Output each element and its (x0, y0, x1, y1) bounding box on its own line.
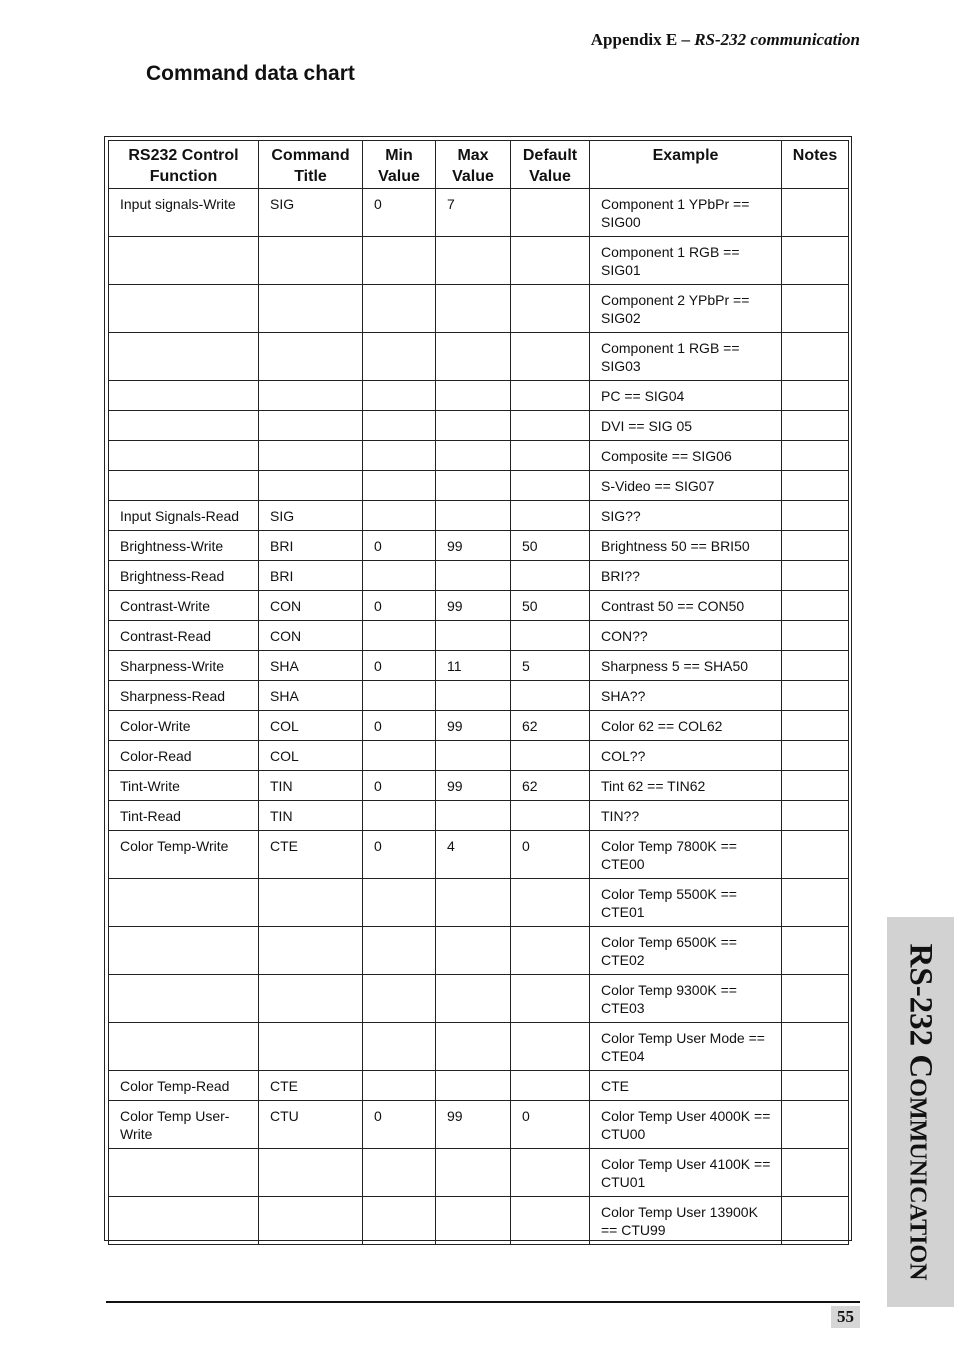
cell-notes (782, 237, 849, 285)
cell-command-title: SHA (259, 651, 363, 681)
cell-min-value: 0 (363, 831, 436, 879)
cell-default-value: 50 (511, 531, 590, 561)
cell-default-value (511, 1197, 590, 1245)
cell-min-value (363, 285, 436, 333)
cell-function: Brightness-Read (109, 561, 259, 591)
table-row (109, 189, 849, 237)
cell-max-value (436, 975, 511, 1023)
table-row (109, 927, 849, 975)
section-title: Command data chart (146, 62, 355, 85)
cell-notes (782, 1101, 849, 1149)
cell-default-value: 50 (511, 591, 590, 621)
cell-max-value: 7 (436, 189, 511, 237)
cell-min-value (363, 975, 436, 1023)
cell-function: Sharpness-Read (109, 681, 259, 711)
cell-min-value: 0 (363, 591, 436, 621)
cell-command-title: BRI (259, 561, 363, 591)
side-tab-label-small: OMMUNICATION (904, 1078, 931, 1281)
cell-command-title (259, 879, 363, 927)
cell-notes (782, 1071, 849, 1101)
cell-default-value (511, 237, 590, 285)
table-body (109, 189, 849, 1245)
footer-rule (106, 1301, 860, 1303)
cell-max-value (436, 441, 511, 471)
cell-max-value (436, 471, 511, 501)
cell-notes (782, 801, 849, 831)
cell-max-value (436, 1071, 511, 1101)
table-row (109, 411, 849, 441)
table-row (109, 741, 849, 771)
cell-max-value (436, 237, 511, 285)
table-row (109, 441, 849, 471)
cell-default-value: 0 (511, 1101, 590, 1149)
table-row (109, 1023, 849, 1071)
cell-max-value (436, 1197, 511, 1245)
cell-notes (782, 771, 849, 801)
cell-min-value: 0 (363, 1101, 436, 1149)
cell-notes (782, 1197, 849, 1245)
cell-function: Tint-Read (109, 801, 259, 831)
cell-min-value (363, 1071, 436, 1101)
cell-example: Tint 62 == TIN62 (590, 771, 782, 801)
cell-default-value (511, 441, 590, 471)
table-row (109, 237, 849, 285)
cell-max-value (436, 1023, 511, 1071)
table-row (109, 681, 849, 711)
cell-min-value (363, 1023, 436, 1071)
table-row (109, 381, 849, 411)
table-row (109, 621, 849, 651)
cell-max-value (436, 801, 511, 831)
cell-min-value (363, 621, 436, 651)
cell-max-value (436, 681, 511, 711)
column-header-default-value: Default Value (511, 141, 590, 189)
cell-notes (782, 1149, 849, 1197)
command-data-table (108, 140, 849, 1245)
cell-min-value (363, 471, 436, 501)
cell-example: Color Temp 9300K == CTE03 (590, 975, 782, 1023)
cell-notes (782, 501, 849, 531)
cell-function (109, 381, 259, 411)
cell-default-value (511, 561, 590, 591)
cell-notes (782, 975, 849, 1023)
cell-min-value (363, 801, 436, 831)
cell-default-value (511, 333, 590, 381)
cell-example: Component 1 YPbPr == SIG00 (590, 189, 782, 237)
cell-function (109, 333, 259, 381)
cell-min-value (363, 879, 436, 927)
cell-command-title: CTU (259, 1101, 363, 1149)
cell-command-title (259, 285, 363, 333)
cell-default-value: 5 (511, 651, 590, 681)
cell-command-title: CTE (259, 1071, 363, 1101)
cell-example: Composite == SIG06 (590, 441, 782, 471)
cell-example: Color Temp 6500K == CTE02 (590, 927, 782, 975)
table-row (109, 831, 849, 879)
cell-example: SHA?? (590, 681, 782, 711)
cell-default-value (511, 285, 590, 333)
cell-min-value (363, 501, 436, 531)
cell-function (109, 471, 259, 501)
cell-notes (782, 411, 849, 441)
cell-max-value: 4 (436, 831, 511, 879)
table-row (109, 561, 849, 591)
cell-default-value (511, 1023, 590, 1071)
cell-notes (782, 711, 849, 741)
cell-min-value (363, 741, 436, 771)
table-row (109, 501, 849, 531)
cell-max-value (436, 741, 511, 771)
cell-function: Color Temp-Write (109, 831, 259, 879)
cell-default-value (511, 1071, 590, 1101)
cell-min-value (363, 237, 436, 285)
page-number: 55 (831, 1306, 860, 1328)
cell-command-title (259, 441, 363, 471)
cell-notes (782, 381, 849, 411)
cell-default-value (511, 927, 590, 975)
cell-function: Brightness-Write (109, 531, 259, 561)
cell-notes (782, 189, 849, 237)
cell-notes (782, 651, 849, 681)
cell-command-title: BRI (259, 531, 363, 561)
cell-function: Color-Read (109, 741, 259, 771)
command-table-frame (104, 136, 852, 1241)
table-row (109, 1197, 849, 1245)
cell-default-value (511, 411, 590, 441)
table-header-row (109, 141, 849, 189)
cell-function: Color Temp-Read (109, 1071, 259, 1101)
cell-default-value (511, 189, 590, 237)
cell-function (109, 927, 259, 975)
cell-command-title: SHA (259, 681, 363, 711)
table-row (109, 1071, 849, 1101)
table-row (109, 591, 849, 621)
cell-command-title: CON (259, 591, 363, 621)
cell-example: COL?? (590, 741, 782, 771)
cell-example: Component 2 YPbPr == SIG02 (590, 285, 782, 333)
cell-example: S-Video == SIG07 (590, 471, 782, 501)
cell-example: Brightness 50 == BRI50 (590, 531, 782, 561)
cell-min-value: 0 (363, 189, 436, 237)
cell-function (109, 1023, 259, 1071)
cell-example: Color Temp User 13900K == CTU99 (590, 1197, 782, 1245)
cell-command-title: COL (259, 711, 363, 741)
cell-command-title: SIG (259, 501, 363, 531)
cell-function (109, 441, 259, 471)
cell-notes (782, 741, 849, 771)
cell-function: Contrast-Write (109, 591, 259, 621)
cell-example: Color Temp User Mode == CTE04 (590, 1023, 782, 1071)
cell-example: TIN?? (590, 801, 782, 831)
table-row (109, 1149, 849, 1197)
cell-command-title: CON (259, 621, 363, 651)
cell-function: Color Temp User-Write (109, 1101, 259, 1149)
cell-max-value (436, 411, 511, 441)
cell-max-value (436, 1149, 511, 1197)
cell-function: Input Signals-Read (109, 501, 259, 531)
cell-notes (782, 1023, 849, 1071)
cell-notes (782, 621, 849, 651)
cell-example: Color 62 == COL62 (590, 711, 782, 741)
cell-command-title: COL (259, 741, 363, 771)
cell-function (109, 879, 259, 927)
cell-command-title: TIN (259, 771, 363, 801)
cell-function (109, 1197, 259, 1245)
cell-notes (782, 441, 849, 471)
cell-example: DVI == SIG 05 (590, 411, 782, 441)
cell-command-title (259, 237, 363, 285)
side-tab-label-big: RS-232 C (902, 943, 939, 1079)
cell-notes (782, 681, 849, 711)
table-row (109, 651, 849, 681)
cell-min-value: 0 (363, 531, 436, 561)
cell-example: Color Temp User 4000K == CTU00 (590, 1101, 782, 1149)
cell-notes (782, 471, 849, 501)
cell-command-title (259, 1149, 363, 1197)
cell-default-value: 62 (511, 711, 590, 741)
cell-default-value (511, 501, 590, 531)
cell-function (109, 975, 259, 1023)
table-row (109, 771, 849, 801)
cell-example: Color Temp User 4100K == CTU01 (590, 1149, 782, 1197)
cell-min-value (363, 681, 436, 711)
column-header-max-value: Max Value (436, 141, 511, 189)
cell-function: Tint-Write (109, 771, 259, 801)
cell-notes (782, 927, 849, 975)
cell-min-value: 0 (363, 771, 436, 801)
cell-command-title (259, 381, 363, 411)
cell-default-value: 0 (511, 831, 590, 879)
cell-example: PC == SIG04 (590, 381, 782, 411)
cell-notes (782, 561, 849, 591)
cell-default-value: 62 (511, 771, 590, 801)
cell-example: Component 1 RGB == SIG03 (590, 333, 782, 381)
side-tab (887, 917, 954, 1307)
table-row (109, 711, 849, 741)
cell-max-value (436, 381, 511, 411)
cell-command-title (259, 1197, 363, 1245)
cell-command-title (259, 411, 363, 441)
cell-command-title: TIN (259, 801, 363, 831)
column-header-command-title: Command Title (259, 141, 363, 189)
cell-max-value (436, 561, 511, 591)
cell-default-value (511, 1149, 590, 1197)
cell-default-value (511, 381, 590, 411)
cell-default-value (511, 741, 590, 771)
cell-example: Contrast 50 == CON50 (590, 591, 782, 621)
cell-example: BRI?? (590, 561, 782, 591)
cell-command-title (259, 471, 363, 501)
cell-command-title: CTE (259, 831, 363, 879)
cell-function: Color-Write (109, 711, 259, 741)
cell-max-value: 99 (436, 771, 511, 801)
cell-max-value (436, 879, 511, 927)
cell-notes (782, 831, 849, 879)
cell-example: CON?? (590, 621, 782, 651)
cell-min-value (363, 333, 436, 381)
cell-min-value: 0 (363, 711, 436, 741)
cell-min-value (363, 411, 436, 441)
cell-min-value: 0 (363, 651, 436, 681)
cell-default-value (511, 879, 590, 927)
cell-default-value (511, 801, 590, 831)
cell-min-value (363, 561, 436, 591)
cell-default-value (511, 471, 590, 501)
cell-notes (782, 879, 849, 927)
cell-command-title (259, 1023, 363, 1071)
cell-example: SIG?? (590, 501, 782, 531)
cell-function (109, 411, 259, 441)
cell-default-value (511, 621, 590, 651)
table-row (109, 285, 849, 333)
cell-example: Color Temp 5500K == CTE01 (590, 879, 782, 927)
cell-max-value: 11 (436, 651, 511, 681)
table-row (109, 879, 849, 927)
running-head (591, 30, 860, 50)
cell-function: Contrast-Read (109, 621, 259, 651)
column-header-example: Example (590, 141, 782, 189)
table-row (109, 531, 849, 561)
cell-example: Color Temp 7800K == CTE00 (590, 831, 782, 879)
cell-function: Input signals-Write (109, 189, 259, 237)
table-row (109, 471, 849, 501)
cell-example: Component 1 RGB == SIG01 (590, 237, 782, 285)
appendix-label: Appendix E – (590, 30, 690, 49)
cell-function (109, 285, 259, 333)
cell-max-value: 99 (436, 711, 511, 741)
table-row (109, 333, 849, 381)
cell-min-value (363, 1197, 436, 1245)
cell-command-title: SIG (259, 189, 363, 237)
cell-function (109, 237, 259, 285)
cell-function (109, 1149, 259, 1197)
cell-max-value (436, 501, 511, 531)
cell-default-value (511, 681, 590, 711)
cell-max-value (436, 621, 511, 651)
cell-max-value (436, 285, 511, 333)
cell-max-value: 99 (436, 1101, 511, 1149)
cell-default-value (511, 975, 590, 1023)
column-header-notes: Notes (782, 141, 849, 189)
cell-notes (782, 285, 849, 333)
column-header-function: RS232 Control Function (109, 141, 259, 189)
cell-notes (782, 591, 849, 621)
table-row (109, 1101, 849, 1149)
cell-min-value (363, 381, 436, 411)
cell-max-value (436, 927, 511, 975)
cell-notes (782, 531, 849, 561)
table-row (109, 975, 849, 1023)
column-header-min-value: Min Value (363, 141, 436, 189)
cell-notes (782, 333, 849, 381)
cell-example: CTE (590, 1071, 782, 1101)
side-tab-label (902, 944, 939, 1281)
cell-min-value (363, 927, 436, 975)
cell-command-title (259, 333, 363, 381)
cell-min-value (363, 1149, 436, 1197)
table-row (109, 801, 849, 831)
cell-max-value: 99 (436, 591, 511, 621)
appendix-subtitle: RS-232 communication (694, 30, 860, 49)
cell-command-title (259, 927, 363, 975)
cell-max-value: 99 (436, 531, 511, 561)
cell-min-value (363, 441, 436, 471)
cell-function: Sharpness-Write (109, 651, 259, 681)
cell-max-value (436, 333, 511, 381)
cell-example: Sharpness 5 == SHA50 (590, 651, 782, 681)
cell-command-title (259, 975, 363, 1023)
